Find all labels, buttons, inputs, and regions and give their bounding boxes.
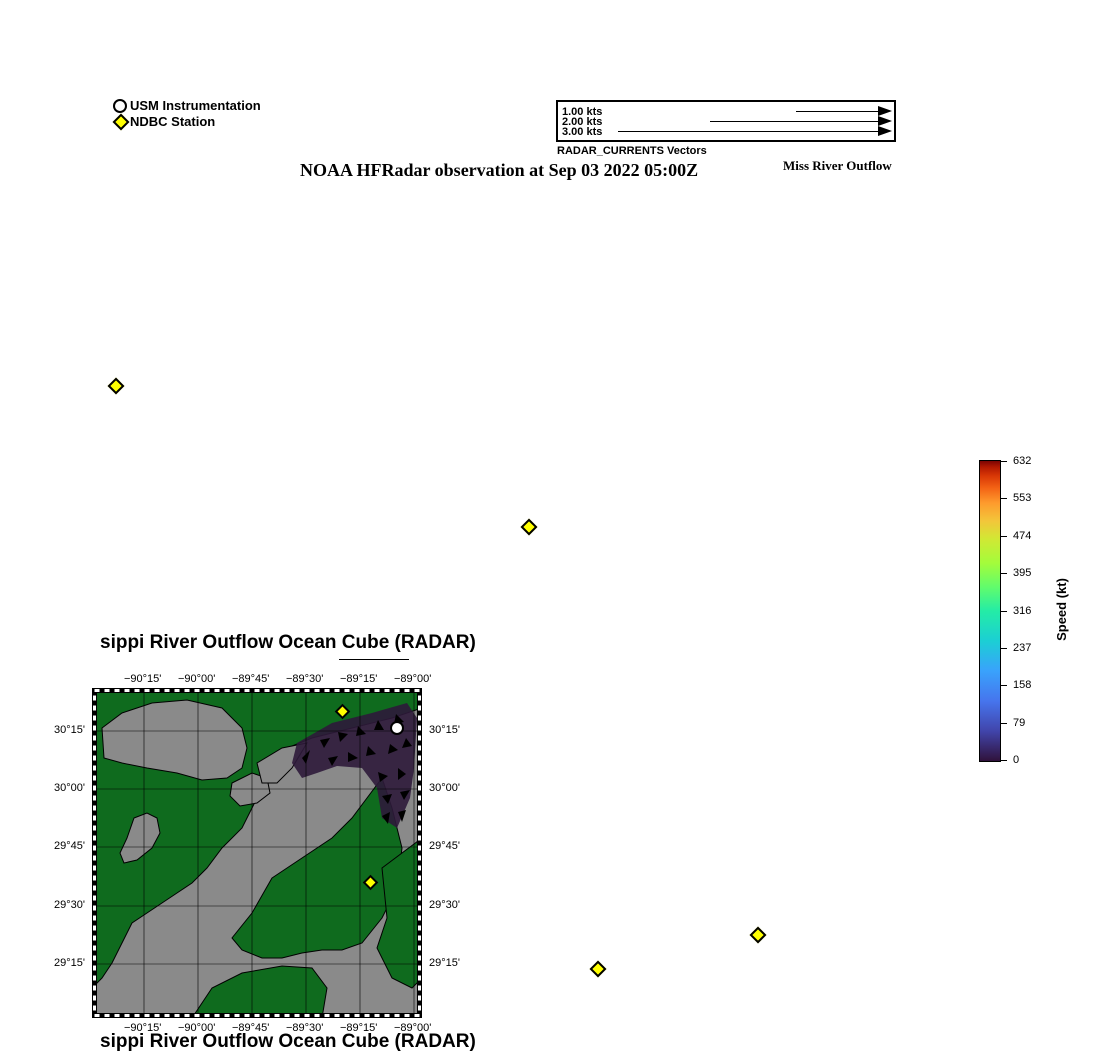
latitude-tick-label: 29°45' <box>429 840 460 852</box>
colorbar-tick <box>1001 611 1007 612</box>
longitude-tick-label: −90°15' <box>124 673 162 685</box>
ndbc-station-icon <box>113 114 130 131</box>
colorbar-tick <box>1001 461 1007 462</box>
region-label: Miss River Outflow <box>783 158 892 173</box>
longitude-tick-label: −89°15' <box>340 1022 378 1034</box>
colorbar-tick <box>1001 648 1007 649</box>
colorbar-tick-label: 474 <box>1013 529 1032 542</box>
vector-key-arrowhead-1 <box>878 106 892 116</box>
legend-ndbc-label: NDBC Station <box>130 114 216 129</box>
title-underline <box>339 659 409 660</box>
colorbar-tick <box>1001 536 1007 537</box>
colorbar-tick-label: 632 <box>1013 455 1032 467</box>
longitude-tick-label: −89°15' <box>340 673 378 685</box>
map-title-bottom: sippi River Outflow Ocean Cube (RADAR) <box>100 1031 476 1052</box>
map <box>92 688 422 1018</box>
legend-usm-label: USM Instrumentation <box>130 98 261 113</box>
longitude-tick-label: −90°00' <box>178 1022 216 1034</box>
latitude-tick-label: 30°00' <box>429 782 460 794</box>
longitude-tick-label: −90°00' <box>178 673 216 685</box>
usm-instrumentation-marker <box>391 722 403 734</box>
latitude-tick-label: 30°15' <box>429 724 460 736</box>
vector-key-arrowhead-3 <box>878 126 892 136</box>
latitude-tick-label: 30°00' <box>54 782 85 794</box>
colorbar-tick-label: 316 <box>1013 604 1032 617</box>
vector-key-label-3: 3.00 kts <box>562 126 603 138</box>
latitude-tick-label: 29°15' <box>429 957 460 969</box>
vector-key <box>556 100 896 142</box>
vector-key-arrow-1 <box>796 111 882 112</box>
longitude-tick-label: −89°30' <box>286 1022 324 1034</box>
vector-key-arrow-3 <box>618 131 882 132</box>
longitude-tick-label: −89°45' <box>232 1022 270 1034</box>
latitude-tick-label: 29°15' <box>54 957 85 969</box>
longitude-tick-label: −89°30' <box>286 673 324 685</box>
colorbar-tick <box>1001 723 1007 724</box>
colorbar-tick <box>1001 685 1007 686</box>
colorbar-tick-label: 158 <box>1013 679 1032 692</box>
longitude-tick-label: −90°15' <box>124 1022 162 1034</box>
colorbar-tick-label: 553 <box>1013 492 1032 505</box>
colorbar-tick <box>1001 498 1007 499</box>
ndbc-station-marker <box>750 927 767 944</box>
colorbar-title: Speed (kt) <box>1053 578 1069 641</box>
vector-key-label-1: 1.00 kts <box>562 106 603 118</box>
longitude-tick-label: −89°00' <box>394 1022 432 1034</box>
colorbar-tick-label: 79 <box>1013 716 1026 729</box>
colorbar-tick <box>1001 760 1007 761</box>
longitude-tick-label: −89°00' <box>394 673 432 685</box>
vector-key-caption: RADAR_CURRENTS Vectors <box>557 145 707 157</box>
page-title: NOAA HFRadar observation at Sep 03 2022 05:00Z <box>300 160 699 180</box>
colorbar-tick-label: 0 <box>1013 754 1020 766</box>
vector-key-arrowhead-2 <box>878 116 892 126</box>
latitude-tick-label: 30°15' <box>54 724 85 736</box>
colorbar-tick-label: 395 <box>1013 567 1032 580</box>
map-title: sippi River Outflow Ocean Cube (RADAR) <box>100 632 476 653</box>
ndbc-station-marker <box>108 378 125 395</box>
latitude-tick-label: 29°30' <box>54 899 85 911</box>
ndbc-station-marker <box>590 961 607 978</box>
colorbar-tick-label: 237 <box>1013 641 1032 654</box>
colorbar-tick <box>1001 573 1007 574</box>
speed-colorbar <box>979 460 1001 762</box>
vector-key-label-2: 2.00 kts <box>562 116 603 128</box>
usm-instrumentation-icon <box>113 99 127 113</box>
vector-key-arrow-2 <box>710 121 882 122</box>
longitude-tick-label: −89°45' <box>232 673 270 685</box>
latitude-tick-label: 29°45' <box>54 840 85 852</box>
ndbc-station-marker <box>521 519 538 536</box>
latitude-tick-label: 29°30' <box>429 899 460 911</box>
